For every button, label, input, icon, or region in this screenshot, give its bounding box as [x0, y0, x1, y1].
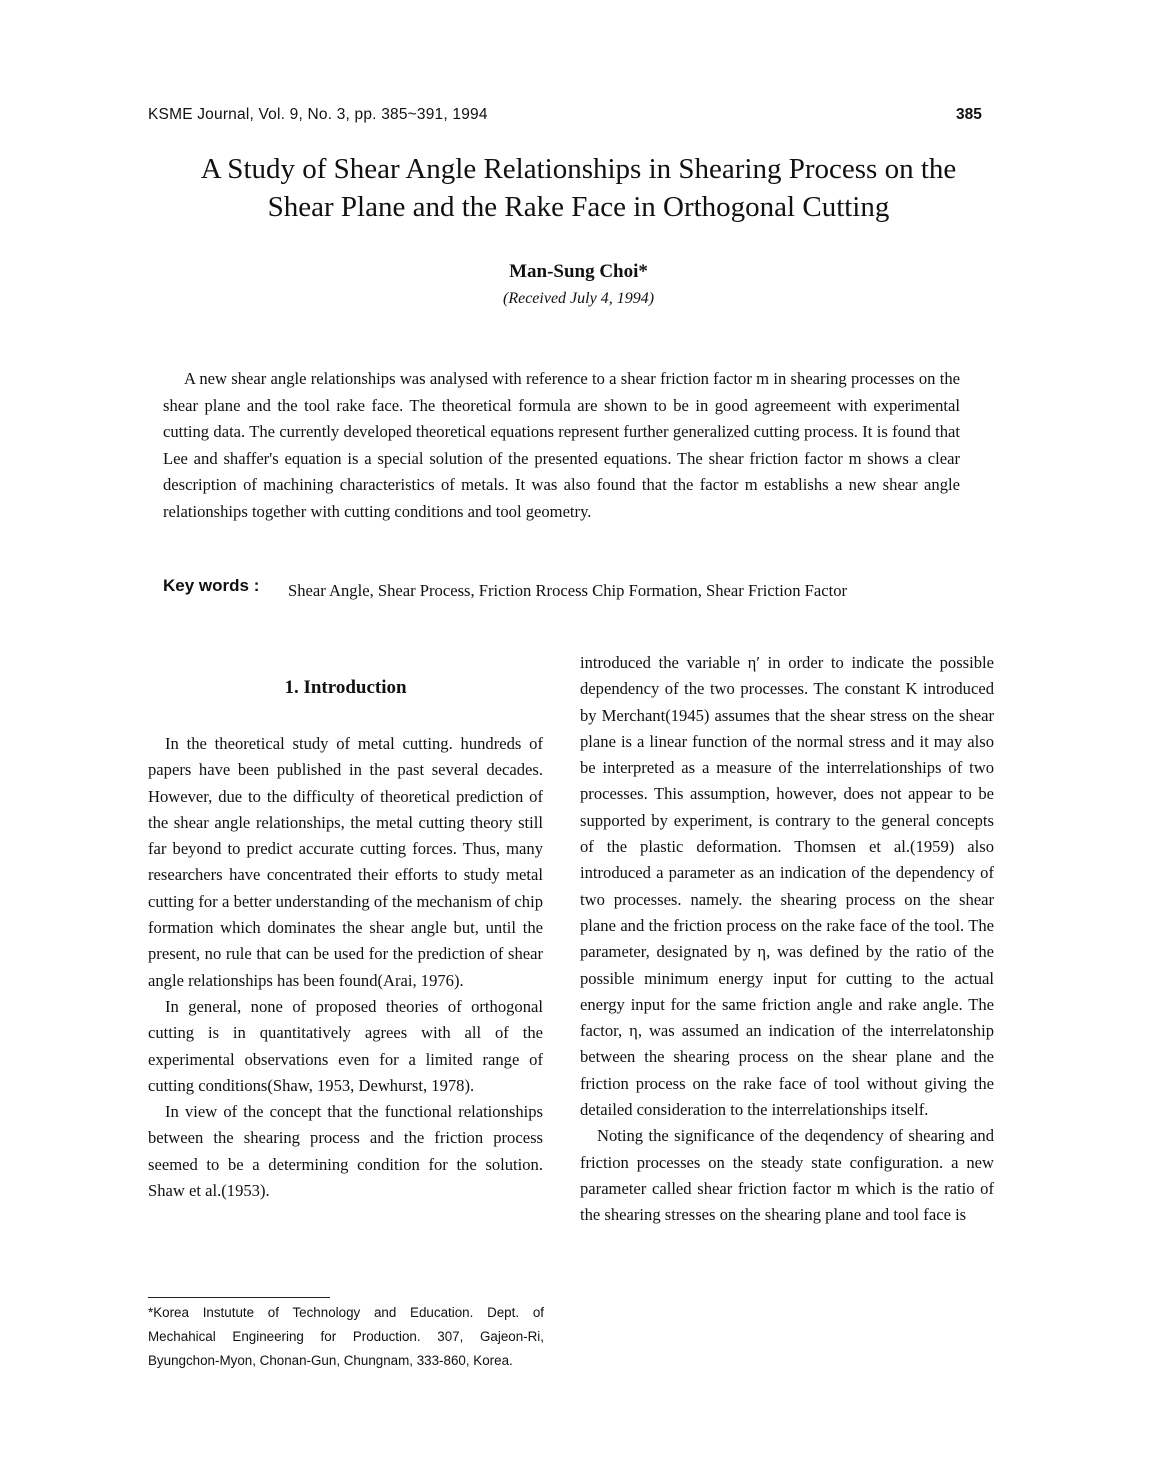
- paragraph: introduced the variable η′ in order to indicate the possible dependency of the two processes. The constant K introduced by Merchant(1945) assumes that the shear stress on the shear plane is a linear function of the normal stress and it may also be interpreted as a measure of the interrelationships of two processes. This assumption, however, does not appear to be supported by experiment, is contrary to the general concepts of the plastic deformation. Thomsen et al.(1959) also introduced a parameter as an indication of the dependency of two processes. namely. the shearing process on the shear plane and the friction process on the rake face of the tool. The parameter, designated by η, was defined by the ratio of the possible minimum energy input for cutting to the actual energy input for the same friction angle and rake angle. The factor, η, was assumed an indication of the interrelatonship between the shearing process on the shear plane and the friction process on the rake face of tool without giving the detailed consideration to the interrelationships itself.: [580, 653, 994, 1120]
- paragraph: In view of the concept that the functional relationships between the shearing process and the friction process seemed to be a determining condition for the solution. Shaw et al.(1953).: [148, 1102, 543, 1201]
- keywords-text: Shear Angle, Shear Process, Friction Rrocess Chip Formation, Shear Friction Factor: [288, 581, 848, 600]
- keywords-label: Key words :: [163, 576, 260, 595]
- footnote-divider: [148, 1297, 330, 1298]
- right-column: [580, 650, 994, 1229]
- paper-title: [90, 150, 1067, 226]
- title-line-2: Shear Plane and the Rake Face in Orthogonal Cutting: [267, 191, 890, 223]
- received-date: (Received July 4, 1994): [502, 290, 655, 307]
- abstract: A new shear angle relationships was analysed with reference to a shear friction factor m in shearing processes on the shear plane and the tool rake face. The theoretical formula are shown to be in good agreemeent with experimental cutting data. The currently developed theoretical equations represent further generalized cutting process. It is found that Lee and shaffer's equation is a special solution of the presented equations. The shear friction factor m shows a clear description of machining characteristics of metals. It was also found that the factor m establishs a new shear angle relationships together with cutting conditions and tool geometry.: [163, 369, 960, 521]
- title-line-1: A Study of Shear Angle Relationships in Shearing Process on the: [200, 153, 957, 185]
- journal-header: KSME Journal, Vol. 9, No. 3, pp. 385~391, 1994: [148, 106, 488, 123]
- section-heading-introduction: 1. Introduction: [284, 677, 407, 698]
- paragraph: In general, none of proposed theories of orthogonal cutting is in quantitatively agrees with all of the experimental observations even for a limited range of cutting conditions(Shaw, 1953, Dewhurst, 1978).: [148, 996, 543, 1095]
- author-name: Man-Sung Choi*: [509, 261, 648, 282]
- author-affiliation-footnote: *Korea Instutute of Technology and Education. Dept. of Mechahical Engineering for Production. 307, Gajeon-Ri, Byungchon-Myon, Chonan-Gun, Chungnam, 333-860, Korea.: [148, 1305, 544, 1368]
- page-number: 385: [956, 106, 982, 123]
- left-column: [148, 731, 543, 1204]
- paragraph: Noting the significance of the deqendency of shearing and friction processes on the steady state configuration. a new parameter called shear friction factor m which is the ratio of the shearing stresses on the shearing plane and tool face is: [580, 1126, 994, 1225]
- paragraph: In the theoretical study of metal cutting. hundreds of papers have been published in the past several decades. However, due to the difficulty of theoretical prediction of the shear angle relationships, the metal cutting theory still far beyond to predict accurate cutting forces. Thus, many researchers have concentrated their efforts to study metal cutting for a better understanding of the mechanism of chip formation which dominates the shear angle but, until the present, no rule that can be used for the prediction of shear angle relationships has been found(Arai, 1976).: [148, 734, 543, 990]
